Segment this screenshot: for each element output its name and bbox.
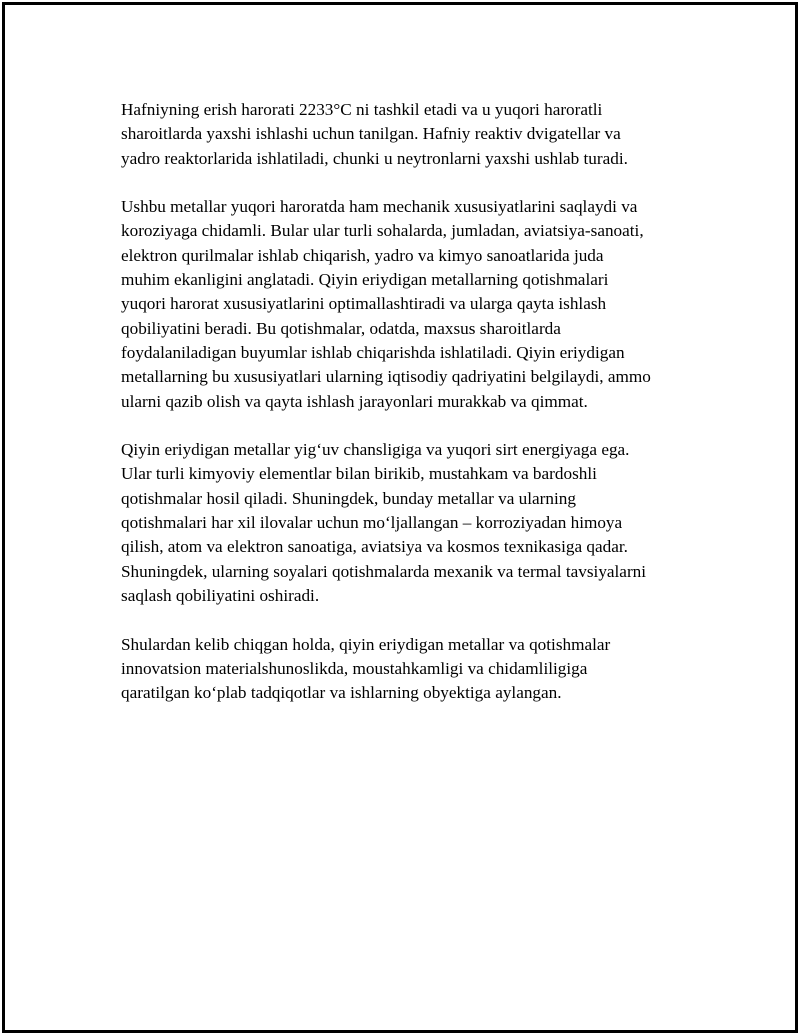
paragraph [121,195,721,414]
text-line: metallarning bu xususiyatlari ularning iqtisodiy qadriyatini belgilaydi, ammo [121,367,651,387]
text-line: elektron qurilmalar ishlab chiqarish, yadro va kimyo sanoatlarida juda [121,245,604,265]
page-body [121,98,721,730]
text-line: qilish, atom va elektron sanoatiga, aviatsiya va kosmos texnikasiga qadar. [121,537,628,557]
text-line: muhim ekanligini anglatadi. Qiyin eriydigan metallarning qotishmalari [121,270,609,290]
text-line: qotishmalari har xil ilovalar uchun mo‘ljallangan – korroziyadan himoya [121,513,623,533]
text-line: sharoitlarda yaxshi ishlashi uchun tanilgan. Hafniy reaktiv dvigatellar va [121,124,621,144]
paragraph [121,633,721,706]
text-line: qotishmalar hosil qiladi. Shuningdek, bunday metallar va ularning [121,488,576,508]
text-line: Hafniyning erish harorati 2233°C ni tashkil etadi va u yuqori haroratli [121,100,603,119]
text-line: Ushbu metallar yuqori haroratda ham mechanik xususiyatlarini saqlaydi va [121,197,638,217]
text-line: foydalaniladigan buyumlar ishlab chiqarishda ishlatiladi. Qiyin eriydigan [121,342,625,362]
text-line: Shuningdek, ularning soyalari qotishmalarda mexanik va termal tavsiyalarni [121,561,647,581]
text-line: qobiliyatini beradi. Bu qotishmalar, odatda, maxsus sharoitlarda [121,318,561,338]
text-line: yadro reaktorlarida ishlatiladi, chunki u neytronlarni yaxshi ushlab turadi. [121,148,628,168]
text-line: ularni qazib olish va qayta ishlash jarayonlari murakkab va qimmat. [121,391,588,411]
text-line: yuqori harorat xususiyatlarini optimallashtiradi va ularga qayta ishlash [121,294,607,314]
text-line: koroziyaga chidamli. Bular ular turli sohalarda, jumladan, aviatsiya-sanoati, [121,221,644,241]
text-line: Ular turli kimyoviy elementlar bilan birikib, mustahkam va bardoshli [121,464,597,484]
text-line: innovatsion materialshunoslikda, moustahkamligi va chidamliligiga [121,658,588,678]
paragraph [121,438,721,608]
text-line: Qiyin eriydigan metallar yig‘uv chansligiga va yuqori sirt energiyaga ega. [121,440,630,460]
paragraph [121,98,721,171]
text-line: qaratilgan ko‘plab tadqiqotlar va ishlarning obyektiga aylangan. [121,683,562,703]
page-frame [2,2,798,1033]
text-line: saqlash qobiliyatini oshiradi. [121,585,320,605]
text-line: Shulardan kelib chiqgan holda, qiyin eriydigan metallar va qotishmalar [121,634,611,654]
